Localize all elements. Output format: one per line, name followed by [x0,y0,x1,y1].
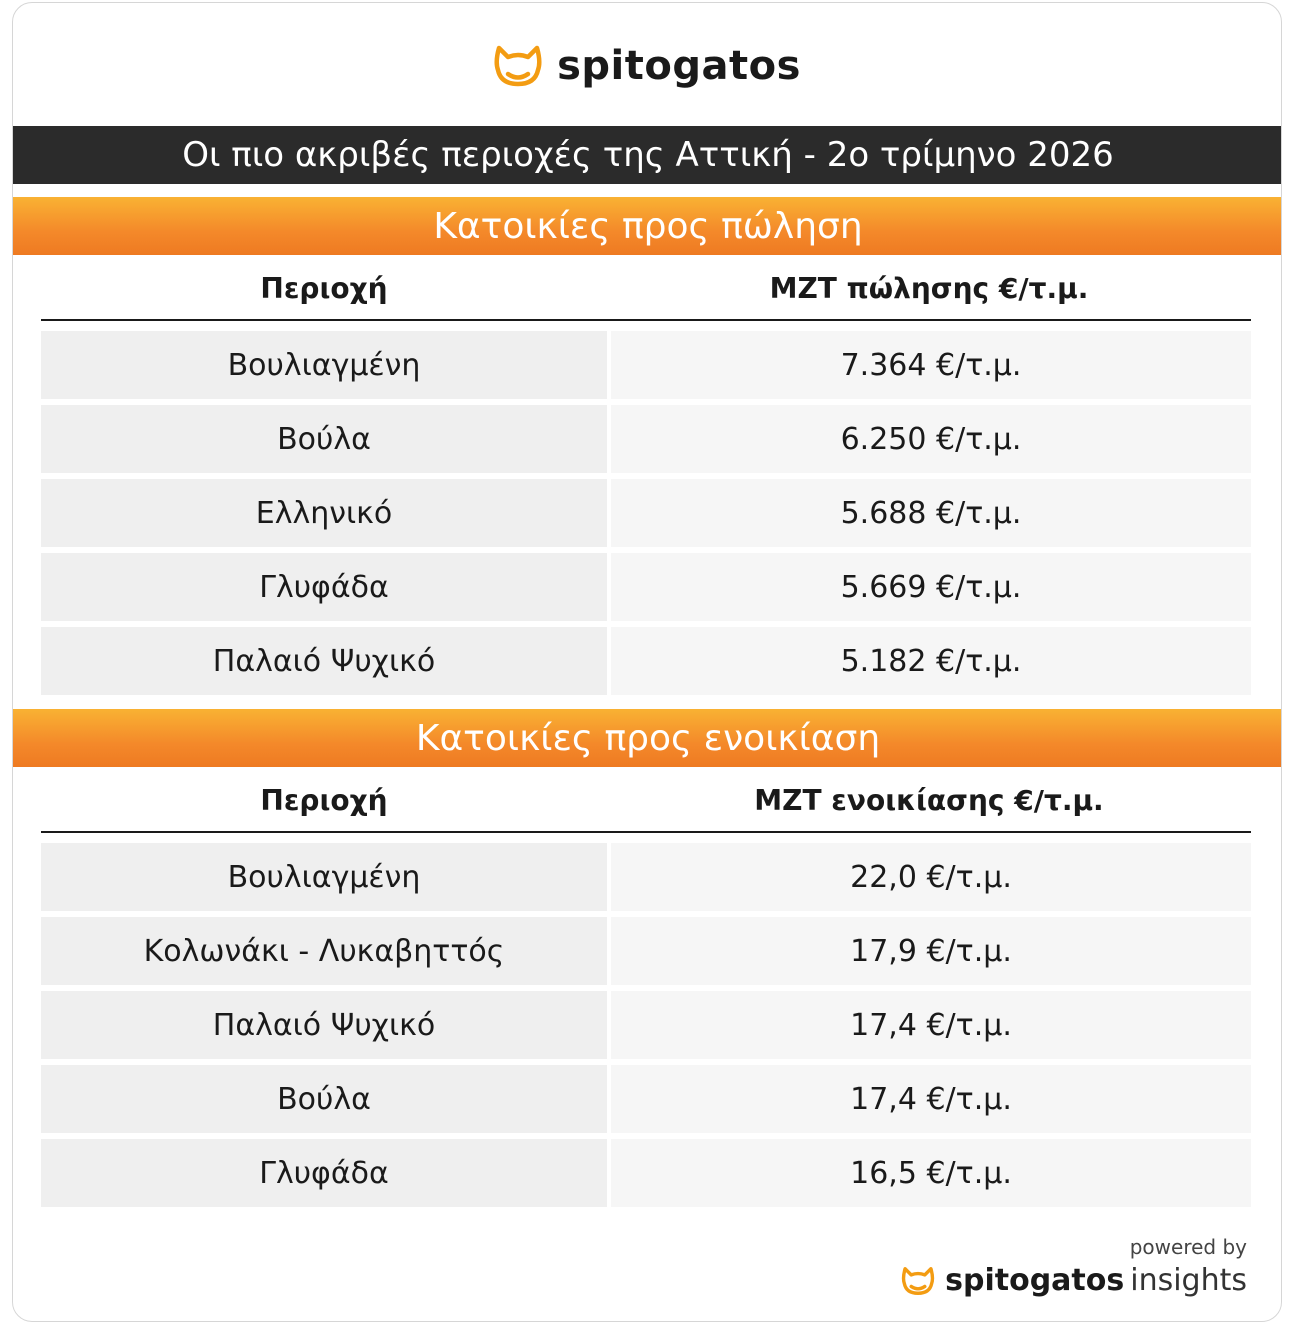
table-row [41,917,1251,985]
column-header-area: Περιοχή [260,271,388,305]
value-cell: 6.250 €/τ.μ. [611,405,1251,473]
powered-by-label: powered by [1129,1235,1247,1259]
cat-icon [901,1266,935,1296]
table-row [41,479,1251,547]
column-header-price: ΜΖΤ πώλησης €/τ.μ. [769,271,1089,305]
value-cell: 17,4 €/τ.μ. [611,1065,1251,1133]
area-cell: Γλυφάδα [41,1139,607,1207]
footer-credit [901,1235,1247,1298]
value-cell: 5.688 €/τ.μ. [611,479,1251,547]
table-row [41,553,1251,621]
page-title: Οι πιο ακριβές περιοχές της Αττική - 2ο τρίμηνο 2026 [12,126,1282,184]
section-heading-rent: Κατοικίες προς ενοικίαση [12,709,1282,767]
value-cell: 5.669 €/τ.μ. [611,553,1251,621]
value-cell: 17,4 €/τ.μ. [611,991,1251,1059]
value-cell: 7.364 €/τ.μ. [611,331,1251,399]
area-cell: Βούλα [41,1065,607,1133]
value-cell: 5.182 €/τ.μ. [611,627,1251,695]
table-row [41,331,1251,399]
table-row [41,405,1251,473]
rent-table [41,769,1251,1213]
area-cell: Κολωνάκι - Λυκαβηττός [41,917,607,985]
value-cell: 17,9 €/τ.μ. [611,917,1251,985]
area-cell: Παλαιό Ψυχικό [41,991,607,1059]
table-row [41,1065,1251,1133]
column-header-price: ΜΖΤ ενοικίασης €/τ.μ. [754,783,1104,817]
table-row [41,843,1251,911]
table-row [41,991,1251,1059]
value-cell: 16,5 €/τ.μ. [611,1139,1251,1207]
brand-name: spitogatos [557,43,801,89]
infographic-card [12,2,1282,1322]
area-cell: Ελληνικό [41,479,607,547]
footer-brand: spitogatos [945,1263,1125,1298]
area-cell: Γλυφάδα [41,553,607,621]
table-row [41,627,1251,695]
table-header [41,769,1251,833]
table-row [41,1139,1251,1207]
sale-table [41,257,1251,701]
area-cell: Βουλιαγμένη [41,331,607,399]
footer-brand-suffix: insights [1130,1263,1247,1298]
area-cell: Βουλιαγμένη [41,843,607,911]
section-heading-sale: Κατοικίες προς πώληση [12,197,1282,255]
area-cell: Παλαιό Ψυχικό [41,627,607,695]
cat-icon [493,44,543,88]
area-cell: Βούλα [41,405,607,473]
value-cell: 22,0 €/τ.μ. [611,843,1251,911]
column-header-area: Περιοχή [260,783,388,817]
spitogatos-logo [13,43,1281,89]
table-header [41,257,1251,321]
